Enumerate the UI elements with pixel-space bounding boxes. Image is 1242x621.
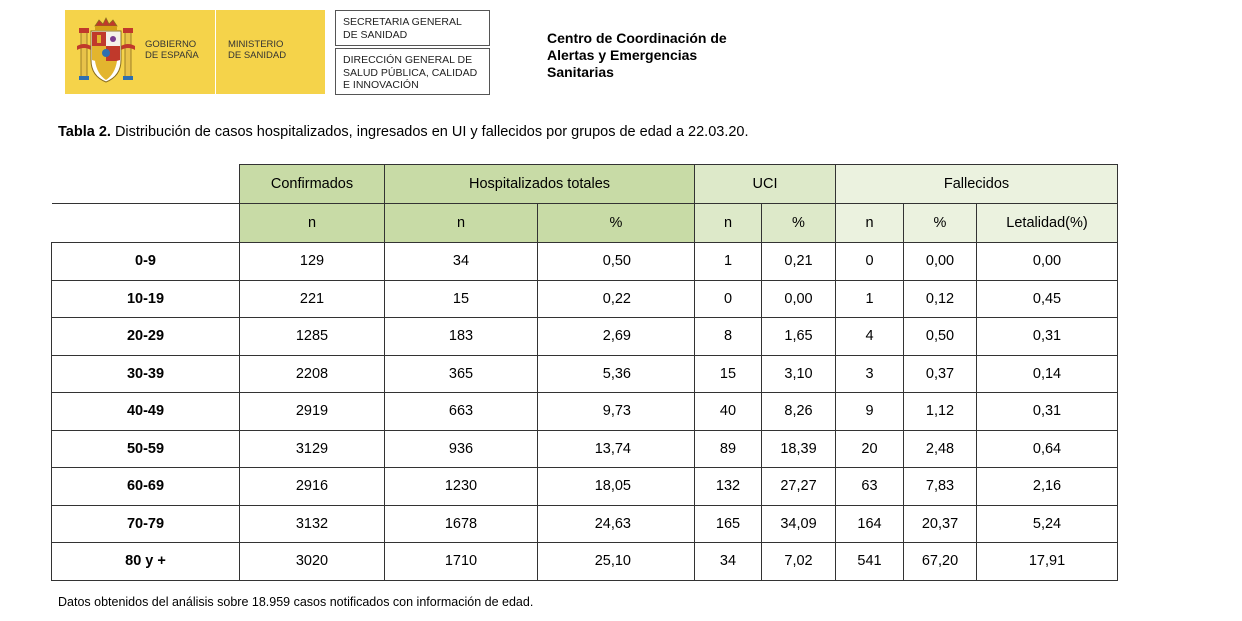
value-cell: 541 xyxy=(836,543,904,581)
government-name: GOBIERNO DE ESPAÑA xyxy=(145,39,199,61)
table-row xyxy=(52,243,1118,281)
value-cell: 3,10 xyxy=(762,355,836,393)
value-cell: 0,21 xyxy=(762,243,836,281)
value-cell: 8,26 xyxy=(762,393,836,431)
group-header-uci: UCI xyxy=(695,165,836,204)
value-cell: 2208 xyxy=(240,355,385,393)
value-cell: 165 xyxy=(695,505,762,543)
value-cell: 936 xyxy=(385,430,538,468)
value-cell: 2,69 xyxy=(538,318,695,356)
value-cell: 2,16 xyxy=(977,468,1118,506)
value-cell: 1230 xyxy=(385,468,538,506)
header-empty-cell xyxy=(52,204,240,243)
group-header-confirmados: Confirmados xyxy=(240,165,385,204)
value-cell: 34,09 xyxy=(762,505,836,543)
value-cell: 183 xyxy=(385,318,538,356)
value-cell: 15 xyxy=(695,355,762,393)
value-cell: 17,91 xyxy=(977,543,1118,581)
value-cell: 1,12 xyxy=(904,393,977,431)
value-cell: 1 xyxy=(695,243,762,281)
value-cell: 663 xyxy=(385,393,538,431)
value-cell: 0,12 xyxy=(904,280,977,318)
table-body xyxy=(52,243,1118,581)
value-cell: 129 xyxy=(240,243,385,281)
value-cell: 24,63 xyxy=(538,505,695,543)
value-cell: 0,00 xyxy=(904,243,977,281)
value-cell: 18,05 xyxy=(538,468,695,506)
secretariat-box: SECRETARIA GENERAL DE SANIDAD xyxy=(335,10,490,46)
value-cell: 5,36 xyxy=(538,355,695,393)
value-cell: 2916 xyxy=(240,468,385,506)
value-cell: 0,00 xyxy=(977,243,1118,281)
value-cell: 13,74 xyxy=(538,430,695,468)
table-row xyxy=(52,318,1118,356)
table-row xyxy=(52,505,1118,543)
age-group-cell: 40-49 xyxy=(52,393,240,431)
sub-header-cell: n xyxy=(836,204,904,243)
value-cell: 8 xyxy=(695,318,762,356)
value-cell: 40 xyxy=(695,393,762,431)
value-cell: 365 xyxy=(385,355,538,393)
value-cell: 132 xyxy=(695,468,762,506)
value-cell: 3132 xyxy=(240,505,385,543)
coat-of-arms-icon xyxy=(75,16,137,88)
group-header-row xyxy=(52,165,1118,204)
age-distribution-table xyxy=(51,164,1118,581)
value-cell: 63 xyxy=(836,468,904,506)
age-group-cell: 60-69 xyxy=(52,468,240,506)
value-cell: 0,64 xyxy=(977,430,1118,468)
value-cell: 27,27 xyxy=(762,468,836,506)
header-empty-cell xyxy=(52,165,240,204)
value-cell: 0,00 xyxy=(762,280,836,318)
value-cell: 0,31 xyxy=(977,318,1118,356)
age-group-cell: 10-19 xyxy=(52,280,240,318)
value-cell: 0,45 xyxy=(977,280,1118,318)
table-row xyxy=(52,280,1118,318)
table-row xyxy=(52,430,1118,468)
value-cell: 0,37 xyxy=(904,355,977,393)
value-cell: 15 xyxy=(385,280,538,318)
age-group-cell: 30-39 xyxy=(52,355,240,393)
age-group-cell: 80 y + xyxy=(52,543,240,581)
sub-header-cell: Letalidad(%) xyxy=(977,204,1118,243)
sub-header-cell: n xyxy=(385,204,538,243)
value-cell: 3 xyxy=(836,355,904,393)
sub-header-cell: n xyxy=(240,204,385,243)
value-cell: 3020 xyxy=(240,543,385,581)
table-row xyxy=(52,543,1118,581)
value-cell: 89 xyxy=(695,430,762,468)
age-group-cell: 0-9 xyxy=(52,243,240,281)
age-group-cell: 70-79 xyxy=(52,505,240,543)
value-cell: 0,50 xyxy=(538,243,695,281)
sub-header-cell: n xyxy=(695,204,762,243)
value-cell: 1,65 xyxy=(762,318,836,356)
sub-header-cell: % xyxy=(762,204,836,243)
sub-header-cell: % xyxy=(904,204,977,243)
directorate-box: DIRECCIÓN GENERAL DE SALUD PÚBLICA, CALIDAD E INNOVACIÓN xyxy=(335,48,490,95)
value-cell: 20,37 xyxy=(904,505,977,543)
government-logo xyxy=(65,10,325,94)
value-cell: 0,50 xyxy=(904,318,977,356)
value-cell: 1 xyxy=(836,280,904,318)
table-row xyxy=(52,355,1118,393)
value-cell: 0 xyxy=(695,280,762,318)
value-cell: 1678 xyxy=(385,505,538,543)
value-cell: 0 xyxy=(836,243,904,281)
table-row xyxy=(52,393,1118,431)
value-cell: 20 xyxy=(836,430,904,468)
group-header-fallecidos: Fallecidos xyxy=(836,165,1118,204)
value-cell: 7,83 xyxy=(904,468,977,506)
value-cell: 0,14 xyxy=(977,355,1118,393)
value-cell: 1285 xyxy=(240,318,385,356)
sub-header-cell: % xyxy=(538,204,695,243)
logo-divider xyxy=(215,10,216,94)
value-cell: 25,10 xyxy=(538,543,695,581)
caption-label: Tabla 2. xyxy=(58,124,111,140)
ministry-name: MINISTERIO DE SANIDAD xyxy=(228,39,287,61)
value-cell: 9 xyxy=(836,393,904,431)
value-cell: 67,20 xyxy=(904,543,977,581)
value-cell: 0,22 xyxy=(538,280,695,318)
value-cell: 5,24 xyxy=(977,505,1118,543)
footnote: Datos obtenidos del análisis sobre 18.959 casos notificados con información de edad. xyxy=(58,595,534,609)
value-cell: 18,39 xyxy=(762,430,836,468)
value-cell: 34 xyxy=(695,543,762,581)
value-cell: 7,02 xyxy=(762,543,836,581)
value-cell: 34 xyxy=(385,243,538,281)
value-cell: 1710 xyxy=(385,543,538,581)
age-group-cell: 50-59 xyxy=(52,430,240,468)
group-header-hospitalizados: Hospitalizados totales xyxy=(385,165,695,204)
value-cell: 0,31 xyxy=(977,393,1118,431)
value-cell: 4 xyxy=(836,318,904,356)
value-cell: 221 xyxy=(240,280,385,318)
sub-header-row xyxy=(52,204,1118,243)
value-cell: 9,73 xyxy=(538,393,695,431)
value-cell: 2,48 xyxy=(904,430,977,468)
caption-text: Distribución de casos hospitalizados, ingresados en UI y fallecidos por grupos de edad a 22.03.20. xyxy=(110,124,749,140)
value-cell: 2919 xyxy=(240,393,385,431)
age-group-cell: 20-29 xyxy=(52,318,240,356)
table-caption xyxy=(58,124,749,140)
value-cell: 3129 xyxy=(240,430,385,468)
agency-name: Centro de Coordinación de Alertas y Emergencias Sanitarias xyxy=(547,30,727,80)
table-row xyxy=(52,468,1118,506)
value-cell: 164 xyxy=(836,505,904,543)
